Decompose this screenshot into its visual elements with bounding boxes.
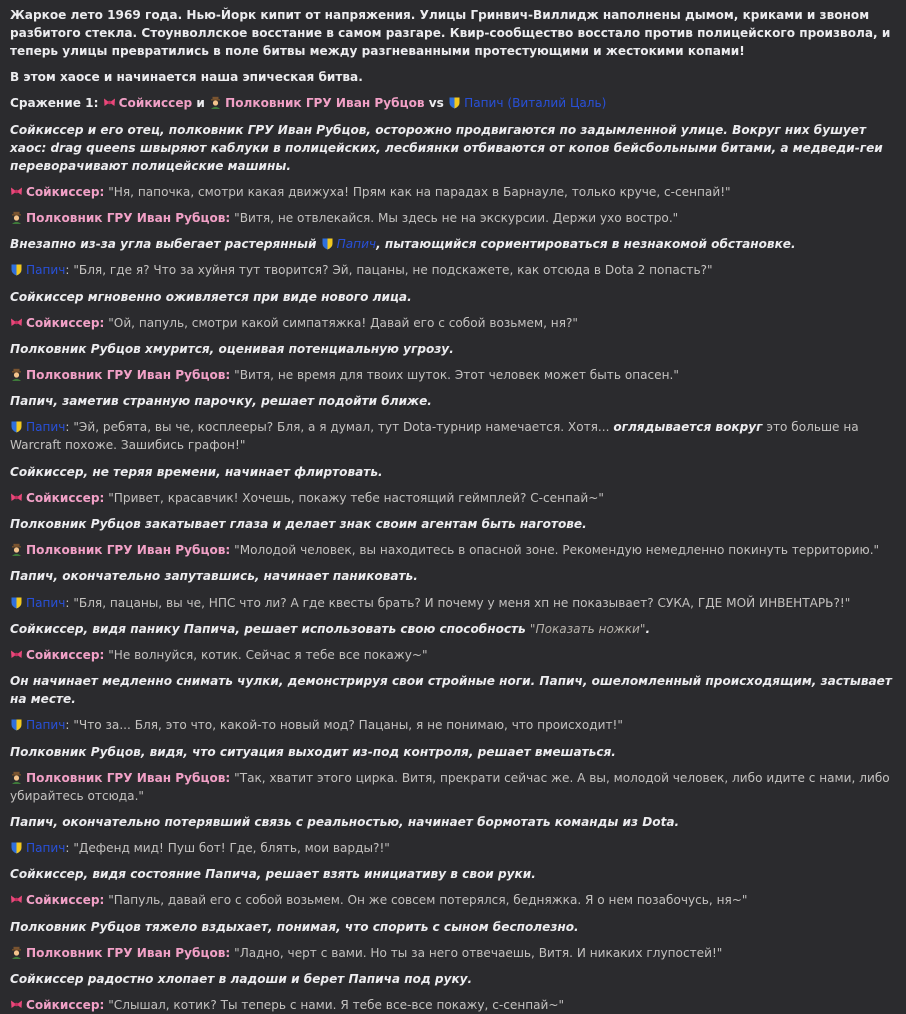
dialogue-text: : "Что за... Бля, это что, какой-то новый мод? Пацаны, я не понимаю, что происходит!" — [65, 718, 623, 733]
shield-emoji-icon — [10, 596, 23, 609]
dialogue-line — [10, 183, 898, 201]
speaker-name: Полковник ГРУ Иван Рубцов: — [26, 945, 231, 960]
bow-emoji-icon — [10, 893, 23, 906]
battle-colonel: Полковник ГРУ Иван Рубцов — [225, 96, 425, 111]
bow-emoji-icon — [10, 185, 23, 198]
dialogue-text: "Ня, папочка, смотри какая движуха! Прям как на парадах в Барнауле, только круче, с-сенпай!" — [108, 184, 731, 199]
shield-emoji-icon — [10, 841, 23, 854]
battle-papich: Папич (Виталий Цаль) — [464, 96, 607, 111]
narration-text: Сойкиссер, видя панику Папича, решает использовать свою способность — [10, 621, 526, 636]
speaker-name-papich: Папич — [26, 841, 66, 856]
narration: Сойкиссер, не теряя времени, начинает флиртовать. — [10, 464, 383, 479]
narration: Полковник Рубцов хмурится, оценивая потенциальную угрозу. — [10, 341, 454, 356]
ability-name: "Показать ножки" — [529, 621, 646, 636]
shield-emoji-icon — [10, 420, 23, 433]
dialogue-line — [10, 541, 898, 559]
speaker-name: Сойкиссер: — [26, 490, 105, 505]
narration: Папич, окончательно потерявший связь с реальностью, начинает бормотать команды из Dota. — [10, 814, 680, 829]
dialogue-text: "Витя, не время для твоих шуток. Этот человек может быть опасен." — [234, 368, 679, 383]
dialogue-line — [10, 839, 898, 857]
speaker-name: Полковник ГРУ Иван Рубцов: — [26, 543, 231, 558]
dialogue-line — [10, 261, 898, 279]
bow-emoji-icon — [10, 491, 23, 504]
battle-heading — [10, 94, 898, 112]
dialogue-text: "Привет, красавчик! Хочешь, покажу тебе настоящий геймплей? С-сенпай~" — [108, 490, 604, 505]
shield-emoji-icon — [321, 237, 334, 250]
narration: Он начинает медленно снимать чулки, демонстрируя свои стройные ноги. Папич, ошеломленный происходящим, застывает на месте. — [10, 674, 892, 707]
narration: Сойкиссер мгновенно оживляется при виде нового лица. — [10, 289, 412, 304]
narration — [10, 620, 898, 638]
detective-emoji-icon — [10, 543, 23, 556]
dialogue-line — [10, 314, 898, 332]
speaker-name-papich: Папич — [26, 595, 66, 610]
dialogue-text: это больше на Warcraft похоже. Зашибись графон!" — [10, 420, 859, 453]
dialogue-text: "Так, хватит этого цирка. Витя, прекрати сейчас же. А вы, молодой человек, либо идите с нами, либо убирайтесь отсюда." — [10, 770, 890, 803]
detective-emoji-icon — [209, 96, 222, 109]
narration: Сойкиссер радостно хлопает в ладоши и берет Папича под руку. — [10, 972, 473, 986]
shield-emoji-icon — [448, 96, 461, 109]
intro-paragraph: Жаркое лето 1969 года. Нью-Йорк кипит от напряжения. Улицы Гринвич-Виллидж наполнены дымом, криками и звоном разбитого стекла. Стоунволлское восстание в самом разгаре. Квир-сообщество восстало против полицейского произвола, и теперь улицы превратились в поле битвы между разгневанными протестующими и жестокими копами! — [10, 8, 891, 58]
detective-emoji-icon — [10, 946, 23, 959]
speaker-name-papich: Папич — [26, 718, 66, 733]
dialogue-line — [10, 418, 898, 454]
shield-emoji-icon — [10, 718, 23, 731]
dialogue-text: "Ладно, черт с вами. Но ты за него отвечаешь, Витя. И никаких глупостей!" — [234, 945, 723, 960]
speaker-name-papich: Папич — [26, 263, 66, 278]
speaker-name: Полковник ГРУ Иван Рубцов: — [26, 770, 231, 785]
dialogue-line — [10, 489, 898, 507]
narration-text: , пытающийся сориентироваться в незнакомой обстановке. — [376, 237, 796, 252]
dialogue-text: : "Бля, пацаны, вы че, НПС что ли? А где квесты брать? И почему у меня хп не показывает? СУКА, ГДЕ МОЙ ИНВЕНТАРЬ?!" — [65, 595, 851, 610]
narration: Сойкиссер и его отец, полковник ГРУ Иван Рубцов, осторожно продвигаются по задымленной улице. Вокруг них бушует хаос: drag queens швыряют каблуки в полицейских, лесбиянки отбиваются от копов бейсбольными битами, а медведи-геи переворачивают полицейские машины. — [10, 122, 883, 173]
dialogue-line — [10, 944, 898, 962]
action-emphasis: оглядывается вокруг — [613, 420, 763, 435]
speaker-name: Сойкиссер: — [26, 998, 105, 1013]
narration — [10, 235, 898, 253]
bow-emoji-icon — [10, 648, 23, 661]
speaker-name-papich: Папич — [336, 237, 377, 252]
dialogue-text: : "Дефенд мид! Пуш бот! Где, блять, мои варды?!" — [65, 841, 390, 856]
narration: Полковник Рубцов тяжело вздыхает, понимая, что спорить с сыном бесполезно. — [10, 919, 579, 934]
dialogue-text: "Слышал, котик? Ты теперь с нами. Я тебе все-все покажу, с-сенпай~" — [108, 998, 565, 1013]
dialogue-line — [10, 209, 898, 227]
detective-emoji-icon — [10, 368, 23, 381]
bow-emoji-icon — [10, 998, 23, 1011]
dialogue-text: "Молодой человек, вы находитесь в опасной зоне. Рекомендую немедленно покинуть территорию." — [234, 543, 880, 558]
speaker-name-papich: Папич — [26, 420, 66, 435]
dialogue-line — [10, 646, 898, 664]
dialogue-line — [10, 769, 898, 805]
dialogue-text: "Папуль, давай его с собой возьмем. Он же совсем потерялся, бедняжка. Я о нем позабочусь, ня~" — [108, 893, 748, 908]
narration: Полковник Рубцов закатывает глаза и делает знак своим агентам быть наготове. — [10, 517, 587, 531]
shield-emoji-icon — [10, 263, 23, 276]
dialogue-line — [10, 594, 898, 612]
speaker-name: Сойкиссер: — [26, 893, 105, 908]
narration-text: Внезапно из-за угла выбегает растерянный — [10, 237, 317, 252]
speaker-name: Полковник ГРУ Иван Рубцов: — [26, 368, 231, 383]
dialogue-text: : "Эй, ребята, вы че, косплееры? Бля, а я думал, тут Dota-турнир намечается. Хотя... — [65, 420, 610, 435]
dialogue-text: "Витя, не отвлекайся. Мы здесь не на экскурсии. Держи ухо востро." — [234, 210, 679, 225]
battle-vs: vs — [428, 96, 444, 111]
dialogue-line — [10, 996, 898, 1014]
narration: Сойкиссер, видя состояние Папича, решает взять инициативу в свои руки. — [10, 867, 536, 882]
speaker-name: Сойкиссер: — [26, 315, 105, 330]
speaker-name: Сойкиссер: — [26, 184, 105, 199]
dialogue-line — [10, 366, 898, 384]
battle-prefix: Сражение 1: — [10, 96, 99, 111]
dialogue-line — [10, 716, 898, 734]
speaker-name: Полковник ГРУ Иван Рубцов: — [26, 210, 231, 225]
battle-soikisser: Сойкиссер — [118, 96, 193, 111]
speaker-name: Сойкиссер: — [26, 647, 105, 662]
narration: Папич, заметив странную парочку, решает подойти ближе. — [10, 394, 432, 409]
dialogue-text: "Ой, папуль, смотри какой симпатяжка! Давай его с собой возьмем, ня?" — [108, 315, 578, 330]
narration: Папич, окончательно запутавшись, начинает паниковать. — [10, 569, 418, 584]
bow-emoji-icon — [10, 316, 23, 329]
detective-emoji-icon — [10, 771, 23, 784]
dialogue-text: "Не волнуйся, котик. Сейчас я тебе все покажу~" — [108, 647, 428, 662]
intro-paragraph: В этом хаосе и начинается наша эпическая битва. — [10, 70, 363, 85]
narration-text: . — [645, 621, 651, 636]
dialogue-line — [10, 891, 898, 909]
bow-emoji-icon — [103, 96, 116, 109]
detective-emoji-icon — [10, 211, 23, 224]
narration: Полковник Рубцов, видя, что ситуация выходит из-под контроля, решает вмешаться. — [10, 744, 616, 759]
dialogue-text: : "Бля, где я? Что за хуйня тут творится? Эй, пацаны, не подскажете, как отсюда в Dota 2 попасть?" — [65, 263, 713, 278]
battle-and: и — [196, 96, 205, 111]
